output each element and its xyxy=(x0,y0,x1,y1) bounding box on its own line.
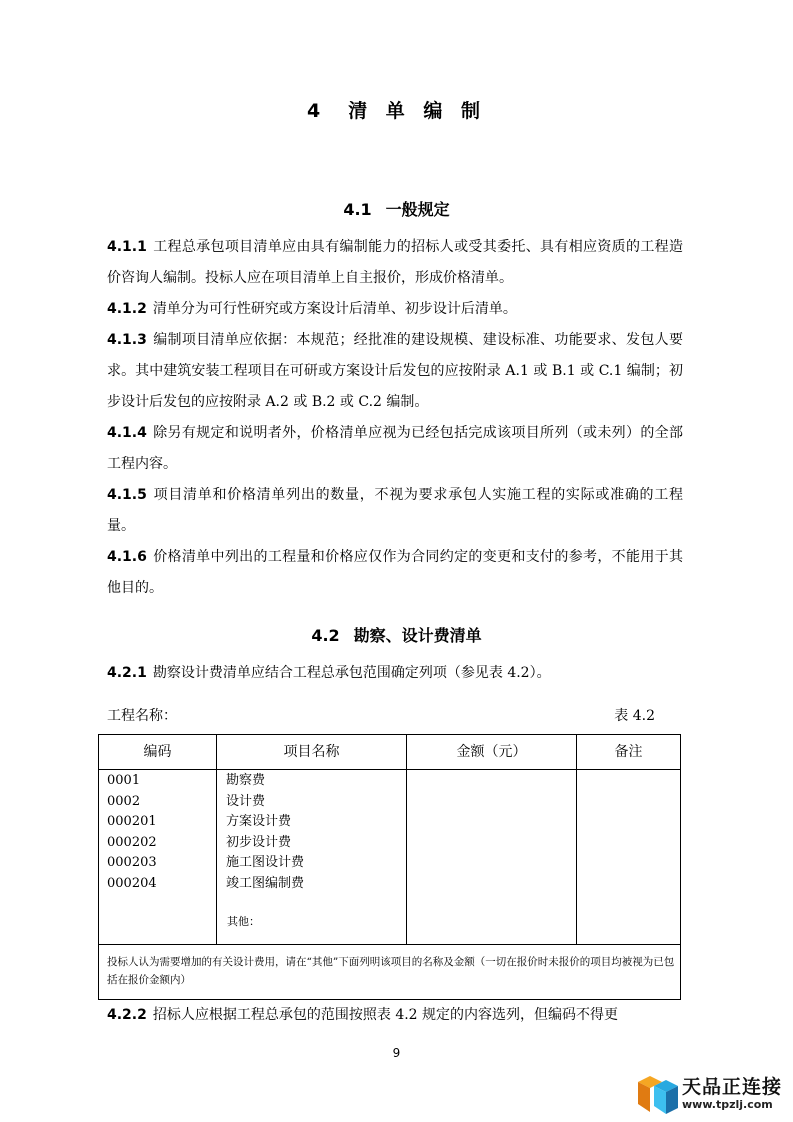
clause-number: 4.1.5 xyxy=(107,487,147,503)
chapter-title xyxy=(0,96,793,123)
header-amount: 金额（元） xyxy=(456,744,527,760)
section-heading-text: 一般规定 xyxy=(385,200,450,219)
header-remarks: 备注 xyxy=(614,744,643,760)
section-number: 4.2 xyxy=(311,626,340,645)
table-row-name: 勘察费 xyxy=(226,773,266,788)
table-row-code: 000201 xyxy=(107,814,157,830)
clause-text: 编制项目清单应依据：本规范；经批准的建设规模、建设标准、功能要求、发包人要求。其中建筑安装工程项目在可研或方案设计后发包的应按附录 A.1 或 B.1 或 C.1 编制；初步设计后发包的应按附录 A.2 或 B.2 或 C.2 编制。 xyxy=(107,332,683,410)
clause-number: 4.1.2 xyxy=(107,301,147,317)
table-row-code: 0002 xyxy=(107,793,141,809)
chapter-number: 4 xyxy=(306,100,327,122)
table-note: 投标人认为需要增加的有关设计费用，请在“其他”下面列明该项目的名称及金额（一切在报价时未报价的项目均被视为已包括在报价金额内） xyxy=(107,956,675,986)
clause-text: 清单分为可行性研究或方案设计后清单、初步设计后清单。 xyxy=(152,301,517,317)
clause-4-1-4 xyxy=(107,418,683,480)
clause-number: 4.1.1 xyxy=(107,239,147,255)
table-row-name: 设计费 xyxy=(226,793,266,809)
clause-4-1-1 xyxy=(107,232,683,294)
section-4-2-title xyxy=(0,623,793,646)
clause-text: 价格清单中列出的工程量和价格应仅作为合同约定的变更和支付的参考，不能用于其他目的。 xyxy=(107,549,683,596)
clause-4-1-6 xyxy=(107,542,683,604)
watermark-logo xyxy=(636,1072,786,1116)
watermark-name: 天品正连接 xyxy=(682,1076,783,1098)
item-name-column xyxy=(226,771,304,895)
watermark-url: www.tpzlj.com xyxy=(682,1098,773,1111)
section-number: 4.1 xyxy=(343,200,372,219)
clause-text: 除另有规定和说明者外，价格清单应视为已经包括完成该项目所列（或未列）的全部工程内容。 xyxy=(107,425,683,472)
clause-number: 4.1.6 xyxy=(107,549,147,565)
table-row-code: 000204 xyxy=(107,875,157,891)
header-divider xyxy=(99,769,680,770)
clause-4-1-5 xyxy=(107,480,683,542)
page-number: 9 xyxy=(392,1046,401,1060)
table-row-name: 方案设计费 xyxy=(226,814,292,830)
clause-number: 4.1.3 xyxy=(107,332,147,348)
cube-logo-icon xyxy=(636,1074,678,1114)
table-caption xyxy=(107,705,655,725)
table-row-name: 竣工图编制费 xyxy=(226,875,305,891)
table-row-code: 000203 xyxy=(107,855,157,871)
clause-text: 勘察设计费清单应结合工程总承包范围确定列项（参见表 4.2）。 xyxy=(152,665,551,681)
project-name-label: 工程名称： xyxy=(107,708,177,724)
clause-4-2-2 xyxy=(107,1000,683,1031)
clause-number: 4.2.2 xyxy=(107,1007,147,1023)
clause-text: 项目清单和价格清单列出的数量，不视为要求承包人实施工程的实际或准确的工程量。 xyxy=(107,487,683,534)
table-row-code: 000202 xyxy=(107,834,157,850)
clause-4-1-2 xyxy=(107,294,683,325)
clause-number: 4.2.1 xyxy=(107,665,147,681)
note-divider xyxy=(99,944,680,945)
chapter-heading-text: 清 单 编 制 xyxy=(348,100,487,122)
table-row-name: 施工图设计费 xyxy=(226,855,305,871)
clause-4-2-1 xyxy=(107,658,683,689)
clause-text: 工程总承包项目清单应由具有编制能力的招标人或受其委托、具有相应资质的工程造价咨询人编制。投标人应在项目清单上自主报价，形成价格清单。 xyxy=(107,239,683,286)
clause-4-1-3 xyxy=(107,325,683,418)
section-4-1-title xyxy=(0,197,793,220)
code-column xyxy=(107,771,157,895)
design-fee-table xyxy=(98,734,681,1000)
other-label: 其他： xyxy=(227,915,260,928)
table-number: 表 4.2 xyxy=(614,708,655,724)
section-heading-text: 勘察、设计费清单 xyxy=(353,626,482,645)
clause-text: 招标人应根据工程总承包的范围按照表 4.2 规定的内容选列，但编码不得更 xyxy=(152,1007,619,1023)
header-item-name: 项目名称 xyxy=(283,744,340,760)
clause-number: 4.1.4 xyxy=(107,425,147,441)
table-row-code: 0001 xyxy=(107,773,141,788)
table-row-name: 初步设计费 xyxy=(226,834,292,850)
header-code: 编码 xyxy=(143,744,172,760)
